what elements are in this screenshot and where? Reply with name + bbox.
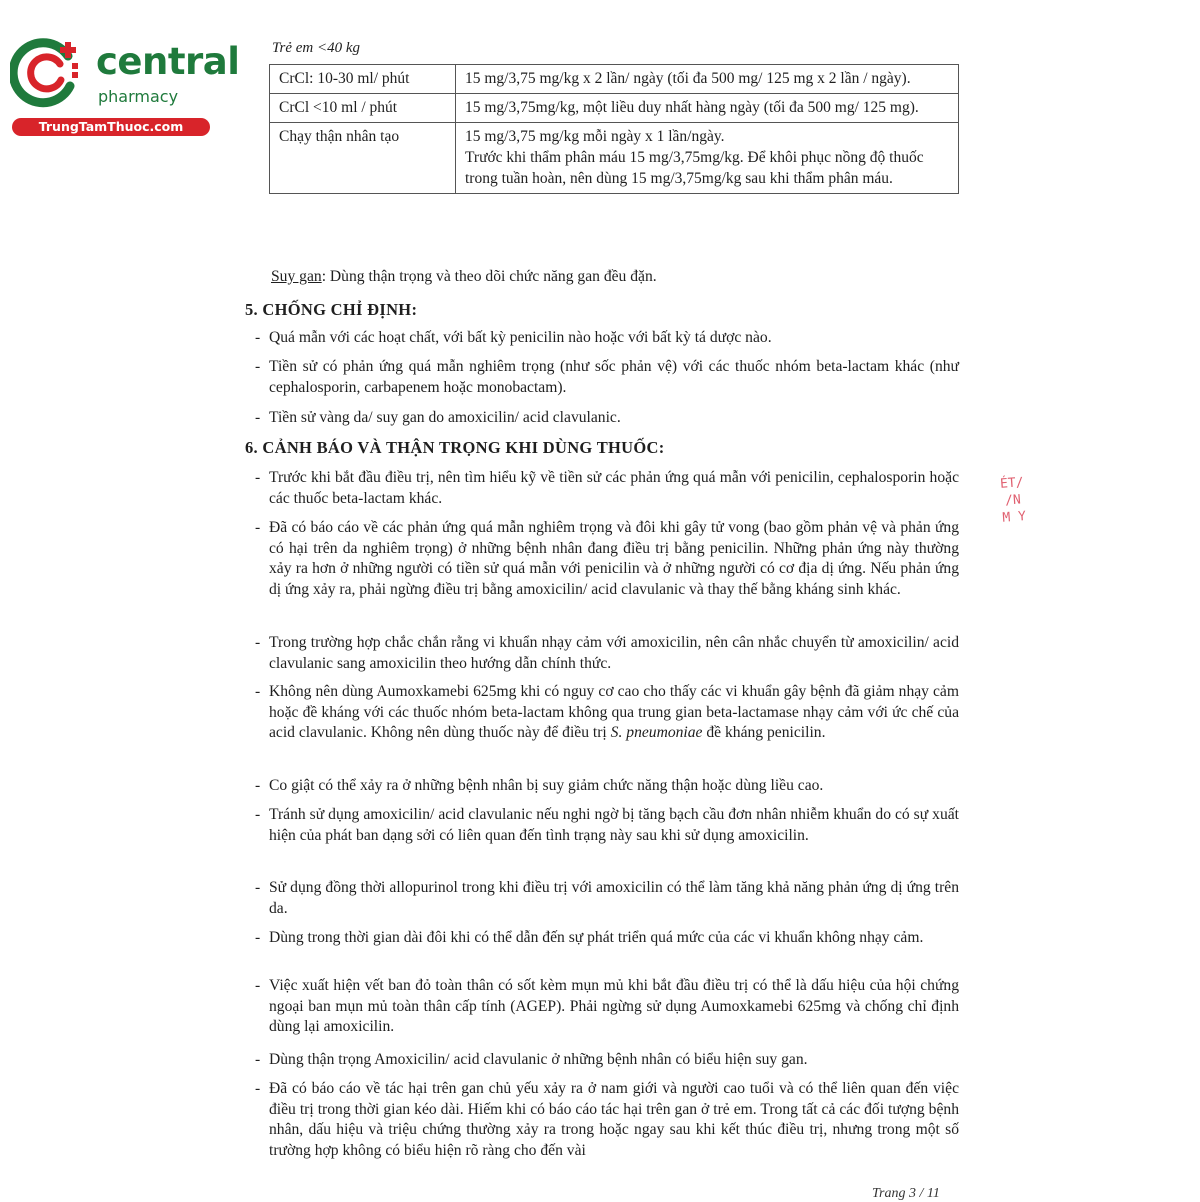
- aumox-text-after: đề kháng penicilin.: [702, 724, 826, 741]
- list-item-text: Trước khi bắt đầu điều trị, nên tìm hiểu kỹ về tiền sử các phản ứng quá mẫn với penicilin, cephalosporin hoặc các thuốc beta-lactam khác.: [269, 469, 959, 507]
- central-logo-icon: [10, 36, 86, 108]
- list-item-text: Đã có báo cáo về các phản ứng quá mẫn nghiêm trọng và đôi khi gây tử vong (bao gồm phản vệ và phản ứng có hại trên da nghiêm trọng) ở những bệnh nhân đang điều trị bằng penicilin. Những phản ứng này thường xảy ra hơn ở những người có tiền sử quá mẫn với penicilin và ở những người có cơ địa dị ứng. Nếu phản ứng dị ứng xảy ra, phải ngừng điều trị bằng amoxicilin/ acid clavulanic và thay thế bằng kháng sinh khác.: [269, 519, 959, 598]
- list-item: - Đã có báo cáo về tác hại trên gan chủ yếu xảy ra ở nam giới và người cao tuổi và có thể liên quan đến việc điều trị trong thời gian kéo dài. Hiếm khi có báo cáo tác hại trên gan ở trẻ em. Trong tất cả các đối tượng bệnh nhân, dấu hiệu và triệu chứng thường xảy ra trong hoặc ngay sau khi kết thúc điều trị, nhưng trong một số trường hợp không có biểu hiện rõ ràng cho đến vài: [255, 1079, 959, 1161]
- list-item: - Đã có báo cáo về các phản ứng quá mẫn nghiêm trọng và đôi khi gây tử vong (bao gồm phản vệ và phản ứng có hại trên da nghiêm trọng) ở những bệnh nhân đang điều trị bằng penicilin. Những phản ứng này thường xảy ra hơn ở những người có tiền sử quá mẫn với penicilin và ở những người có cơ địa dị ứng. Nếu phản ứng dị ứng xảy ra, phải ngừng điều trị bằng amoxicilin/ acid clavulanic và thay thế bằng kháng sinh khác.: [255, 518, 959, 600]
- table-cell-dose: 15 mg/3,75 mg/kg x 2 lần/ ngày (tối đa 500 mg/ 125 mg x 2 lần / ngày).: [456, 65, 959, 94]
- list-item: - Không nên dùng Aumoxkamebi 625mg khi có nguy cơ cao cho thấy các vi khuẩn gây bệnh đã giảm nhạy cảm hoặc đề kháng với các thuốc nhóm beta-lactam không qua trung gian beta-lactamase nhạy cảm với ức chế của acid clavulanic. Không nên dùng thuốc này để điều trị S. pneumoniae đề kháng penicilin.: [255, 682, 959, 744]
- list-item-text: Trong trường hợp chắc chắn rằng vi khuẩn nhạy cảm với amoxicilin, nên cân nhắc chuyển từ amoxicilin/ acid clavulanic sang amoxicilin theo hướng dẫn chính thức.: [269, 634, 959, 672]
- table-caption: Trẻ em <40 kg: [272, 40, 361, 56]
- table-row: [270, 65, 959, 94]
- table-cell-condition: CrCl <10 ml / phút: [270, 94, 456, 123]
- dose-line-extra: Trước khi thẩm phân máu 15 mg/3,75mg/kg. Để khôi phục nồng độ thuốc trong tuần hoàn, nên dùng 15 mg/3,75mg/kg sau khi thẩm phân máu.: [465, 149, 924, 187]
- list-item: - Trong trường hợp chắc chắn rằng vi khuẩn nhạy cảm với amoxicilin, nên cân nhắc chuyển từ amoxicilin/ acid clavulanic sang amoxicilin theo hướng dẫn chính thức.: [255, 633, 959, 674]
- list-item-text: Dùng trong thời gian dài đôi khi có thể dẫn đến sự phát triển quá mức của các vi khuẩn không nhạy cảm.: [269, 929, 924, 946]
- brand-name: central: [96, 40, 240, 83]
- section-5-title: 5. CHỐNG CHỈ ĐỊNH:: [245, 300, 418, 319]
- table-cell-dose: [456, 123, 959, 194]
- list-item: - Việc xuất hiện vết ban đỏ toàn thân có sốt kèm mụn mủ khi bắt đầu điều trị có thể là dấu hiệu của hội chứng ngoại ban mụn mủ toàn thân cấp tính (AGEP). Phải ngừng sử dụng Aumoxkamebi 625mg và chống chỉ định dùng lại amoxicilin.: [255, 976, 959, 1038]
- brand-subtitle: pharmacy: [98, 87, 179, 106]
- table-cell-dose: 15 mg/3,75mg/kg, một liều duy nhất hàng ngày (tối đa 500 mg/ 125 mg).: [456, 94, 959, 123]
- list-item: - Quá mẫn với các hoạt chất, với bất kỳ penicilin nào hoặc với bất kỳ tá dược nào.: [255, 328, 959, 349]
- list-item: - Tiền sử vàng da/ suy gan do amoxicilin/ acid clavulanic.: [255, 408, 959, 429]
- website-link[interactable]: TrungTamThuoc.com: [12, 118, 210, 136]
- list-item-text: Việc xuất hiện vết ban đỏ toàn thân có sốt kèm mụn mủ khi bắt đầu điều trị có thể là dấu hiệu của hội chứng ngoại ban mụn mủ toàn thân cấp tính (AGEP). Phải ngừng sử dụng Aumoxkamebi 625mg và chống chỉ định dùng lại amoxicilin.: [269, 977, 959, 1035]
- list-item-text: Tiền sử có phản ứng quá mẫn nghiêm trọng (như sốc phản vệ) với các thuốc nhóm beta-lactam khác (như cephalosporin, carbapenem hoặc monobactam).: [269, 358, 959, 396]
- organism-name: S. pneumoniae: [610, 724, 703, 741]
- list-item: - Trước khi bắt đầu điều trị, nên tìm hiểu kỹ về tiền sử các phản ứng quá mẫn với penicilin, cephalosporin hoặc các thuốc beta-lactam khác.: [255, 468, 959, 509]
- renal-dose-table: [269, 64, 959, 194]
- section-6-title: 6. CẢNH BÁO VÀ THẬN TRỌNG KHI DÙNG THUỐC:: [245, 438, 665, 457]
- list-item-text: Tiền sử vàng da/ suy gan do amoxicilin/ acid clavulanic.: [269, 409, 621, 426]
- aumox-text-before: Không nên dùng Aumoxkamebi 625mg khi có nguy cơ cao cho thấy các vi khuẩn gây bệnh đã giảm nhạy cảm hoặc đề kháng với các thuốc nhóm beta-lactam không qua trung gian beta-lactamase nhạy cảm với ức chế của acid clavulanic. Không nên dùng thuốc này để điều trị: [269, 683, 959, 741]
- central-pharmacy-logo[interactable]: [10, 36, 240, 136]
- list-item-text: Dùng thận trọng Amoxicilin/ acid clavulanic ở những bệnh nhân có biểu hiện suy gan.: [269, 1051, 808, 1068]
- list-item-text: Sử dụng đồng thời allopurinol trong khi điều trị với amoxicilin có thể làm tăng khả năng phản ứng dị ứng trên da.: [269, 879, 959, 917]
- list-item-text: [269, 682, 959, 744]
- list-item-text: Tránh sử dụng amoxicilin/ acid clavulanic nếu nghi ngờ bị tăng bạch cầu đơn nhân nhiễm khuẩn do có sự xuất hiện của phát ban dạng sởi có liên quan đến tình trạng này sau khi sử dụng amoxicilin.: [269, 806, 959, 844]
- table-row: [270, 94, 959, 123]
- dose-line: 15 mg/3,75 mg/kg mỗi ngày x 1 lần/ngày.: [465, 128, 725, 145]
- list-item: - Sử dụng đồng thời allopurinol trong khi điều trị với amoxicilin có thể làm tăng khả năng phản ứng dị ứng trên da.: [255, 878, 959, 919]
- list-item: - Dùng trong thời gian dài đôi khi có thể dẫn đến sự phát triển quá mức của các vi khuẩn không nhạy cảm.: [255, 928, 959, 949]
- list-item-text: Đã có báo cáo về tác hại trên gan chủ yếu xảy ra ở nam giới và người cao tuổi và có thể liên quan đến việc điều trị trong thời gian kéo dài. Hiếm khi có báo cáo tác hại trên gan ở trẻ em. Trong tất cả các đối tượng bệnh nhân, dấu hiệu và triệu chứng thường xảy ra trong hoặc ngay sau khi kết thúc điều trị, nhưng trong một số trường hợp không có biểu hiện rõ ràng cho đến vài: [269, 1080, 959, 1159]
- liver-note-label: Suy gan: [271, 268, 322, 285]
- page-number: Trang 3 / 11: [872, 1186, 940, 1201]
- list-item: - Tiền sử có phản ứng quá mẫn nghiêm trọng (như sốc phản vệ) với các thuốc nhóm beta-lactam khác (như cephalosporin, carbapenem hoặc monobactam).: [255, 357, 959, 398]
- table-cell-condition: CrCl: 10-30 ml/ phút: [270, 65, 456, 94]
- list-item-text: Quá mẫn với các hoạt chất, với bất kỳ penicilin nào hoặc với bất kỳ tá dược nào.: [269, 329, 772, 346]
- list-item: - Co giật có thể xảy ra ở những bệnh nhân bị suy giảm chức năng thận hoặc dùng liều cao.: [255, 776, 959, 797]
- liver-note-text: : Dùng thận trọng và theo dõi chức năng gan đều đặn.: [321, 268, 657, 285]
- table-cell-condition: Chạy thận nhân tạo: [270, 123, 456, 194]
- table-row: [270, 123, 959, 194]
- liver-note: [271, 267, 657, 288]
- red-stamp-fragment: ÉT/ /N M Y: [999, 475, 1027, 526]
- list-item-text: Co giật có thể xảy ra ở những bệnh nhân bị suy giảm chức năng thận hoặc dùng liều cao.: [269, 777, 824, 794]
- list-item: - Dùng thận trọng Amoxicilin/ acid clavulanic ở những bệnh nhân có biểu hiện suy gan.: [255, 1050, 959, 1071]
- list-item: - Tránh sử dụng amoxicilin/ acid clavulanic nếu nghi ngờ bị tăng bạch cầu đơn nhân nhiễm khuẩn do có sự xuất hiện của phát ban dạng sởi có liên quan đến tình trạng này sau khi sử dụng amoxicilin.: [255, 805, 959, 846]
